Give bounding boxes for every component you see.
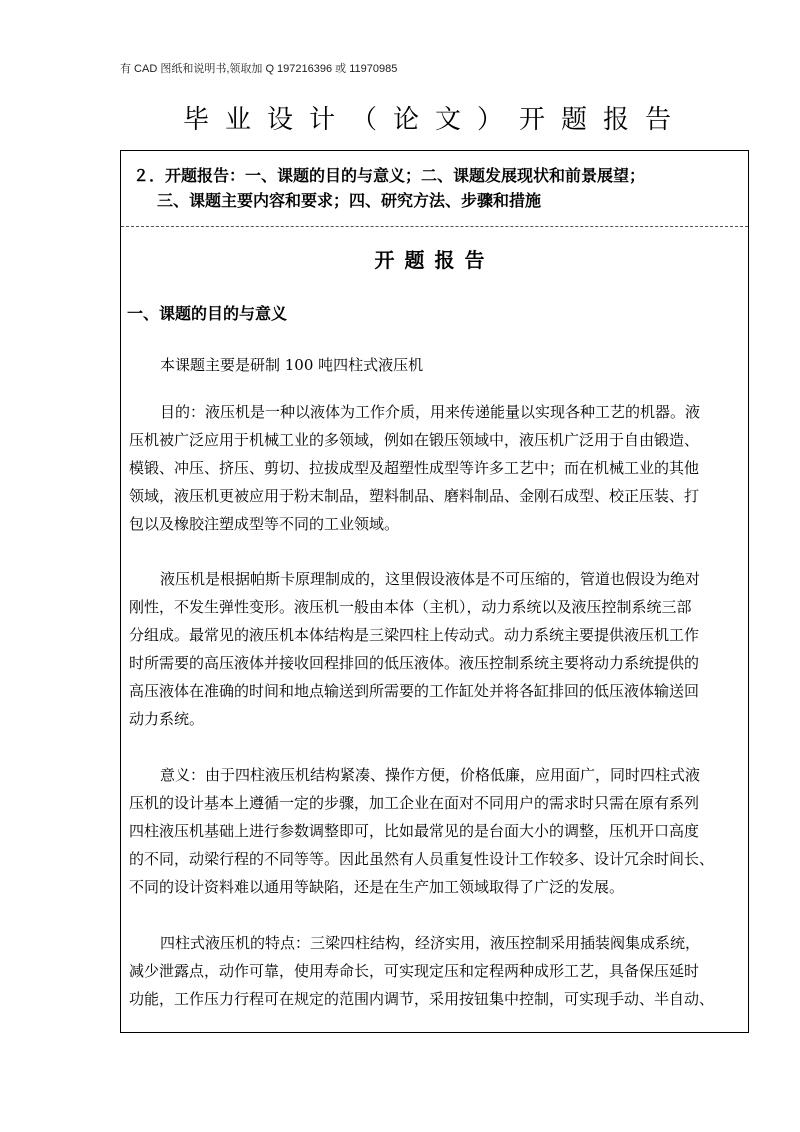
paragraph-line: 模锻、冲压、挤压、剪切、拉拔成型及超塑性成型等许多工艺中；而在机械工业的其他 — [129, 459, 700, 477]
paragraph-line: 本课题主要是研制 100 吨四柱式液压机 — [160, 356, 424, 374]
paragraph-line: 包以及橡胶注塑成型等不同的工业领域。 — [129, 515, 400, 533]
paragraph-line: 分组成。最常见的液压机本体结构是三梁四柱上传动式。动力系统主要提供液压机工作 — [129, 626, 700, 644]
paragraph-line: 液压机是根据帕斯卡原理制成的，这里假设液体是不可压缩的，管道也假设为绝对 — [160, 570, 701, 588]
document-title: 毕业设计（论文）开题报告 — [182, 105, 687, 135]
paragraph-line: 目的：液压机是一种以液体为工作介质，用来传递能量以实现各种工艺的机器。液 — [160, 403, 701, 421]
paragraph-line: 减少泄露点，动作可靠，使用寿命长，可实现定压和定程两种成形工艺，具备保压延时 — [129, 962, 700, 980]
paragraph-intro — [129, 351, 749, 379]
paragraph-line: 四柱液压机基础上进行参数调整即可，比如最常见的是台面大小的调整，压机开口高度 — [129, 822, 700, 840]
paragraph-line: 领域，液压机更被应用于粉末制品，塑料制品、磨料制品、金刚石成型、校正压装、打 — [129, 487, 700, 505]
paragraph-line: 压机被广泛应用于机械工业的多领域，例如在锻压领域中，液压机广泛用于自由锻造、 — [129, 431, 700, 449]
header-note: 有 CAD 图纸和说明书,领取加 Q 197216396 或 11970985 — [120, 63, 398, 75]
paragraph-line: 功能，工作压力行程可在规定的范围内调节，采用按钮集中控制，可实现手动、半自动、 — [129, 990, 715, 1008]
paragraph-purpose — [129, 398, 749, 538]
paragraph-principle — [129, 565, 749, 733]
paragraph-line: 的不同，动梁行程的不同等等。因此虽然有人员重复性设计工作较多、设计冗余时间长、 — [129, 850, 715, 868]
section-heading-line-2: 三、课题主要内容和要求；四、研究方法、步骤和措施 — [157, 191, 542, 210]
report-frame — [120, 150, 749, 1033]
paragraph-line: 四柱式液压机的特点：三梁四柱结构，经济实用，液压控制采用插装阀集成系统， — [160, 934, 701, 952]
section-heading — [133, 163, 645, 213]
subsection-heading: 一、课题的目的与意义 — [127, 304, 288, 323]
paragraph-line: 刚性，不发生弹性变形。液压机一般由本体（主机），动力系统以及液压控制系统三部 — [129, 598, 692, 616]
paragraph-line: 意义：由于四柱液压机结构紧凑、操作方便，价格低廉，应用面广，同时四柱式液 — [160, 766, 701, 784]
paragraph-line: 动力系统。 — [129, 710, 205, 728]
paragraph-line: 不同的设计资料难以通用等缺陷，还是在生产加工领域取得了广泛的发展。 — [129, 878, 625, 896]
paragraph-line: 高压液体在准确的时间和地点输送到所需要的工作缸处并将各缸排回的低压液体输送回 — [129, 682, 700, 700]
section-heading-line-1: ２．开题报告：一、课题的目的与意义；二、课题发展现状和前景展望； — [133, 166, 646, 185]
paragraph-line: 时所需要的高压液体并接收回程排回的低压液体。液压控制系统主要将动力系统提供的 — [129, 654, 700, 672]
paragraph-line: 压机的设计基本上遵循一定的步骤，加工企业在面对不同用户的需求时只需在原有系列 — [129, 794, 700, 812]
dashed-divider — [121, 226, 748, 227]
paragraph-significance — [129, 761, 749, 901]
report-title: 开题报告 — [374, 248, 495, 272]
paragraph-features — [129, 929, 749, 1013]
